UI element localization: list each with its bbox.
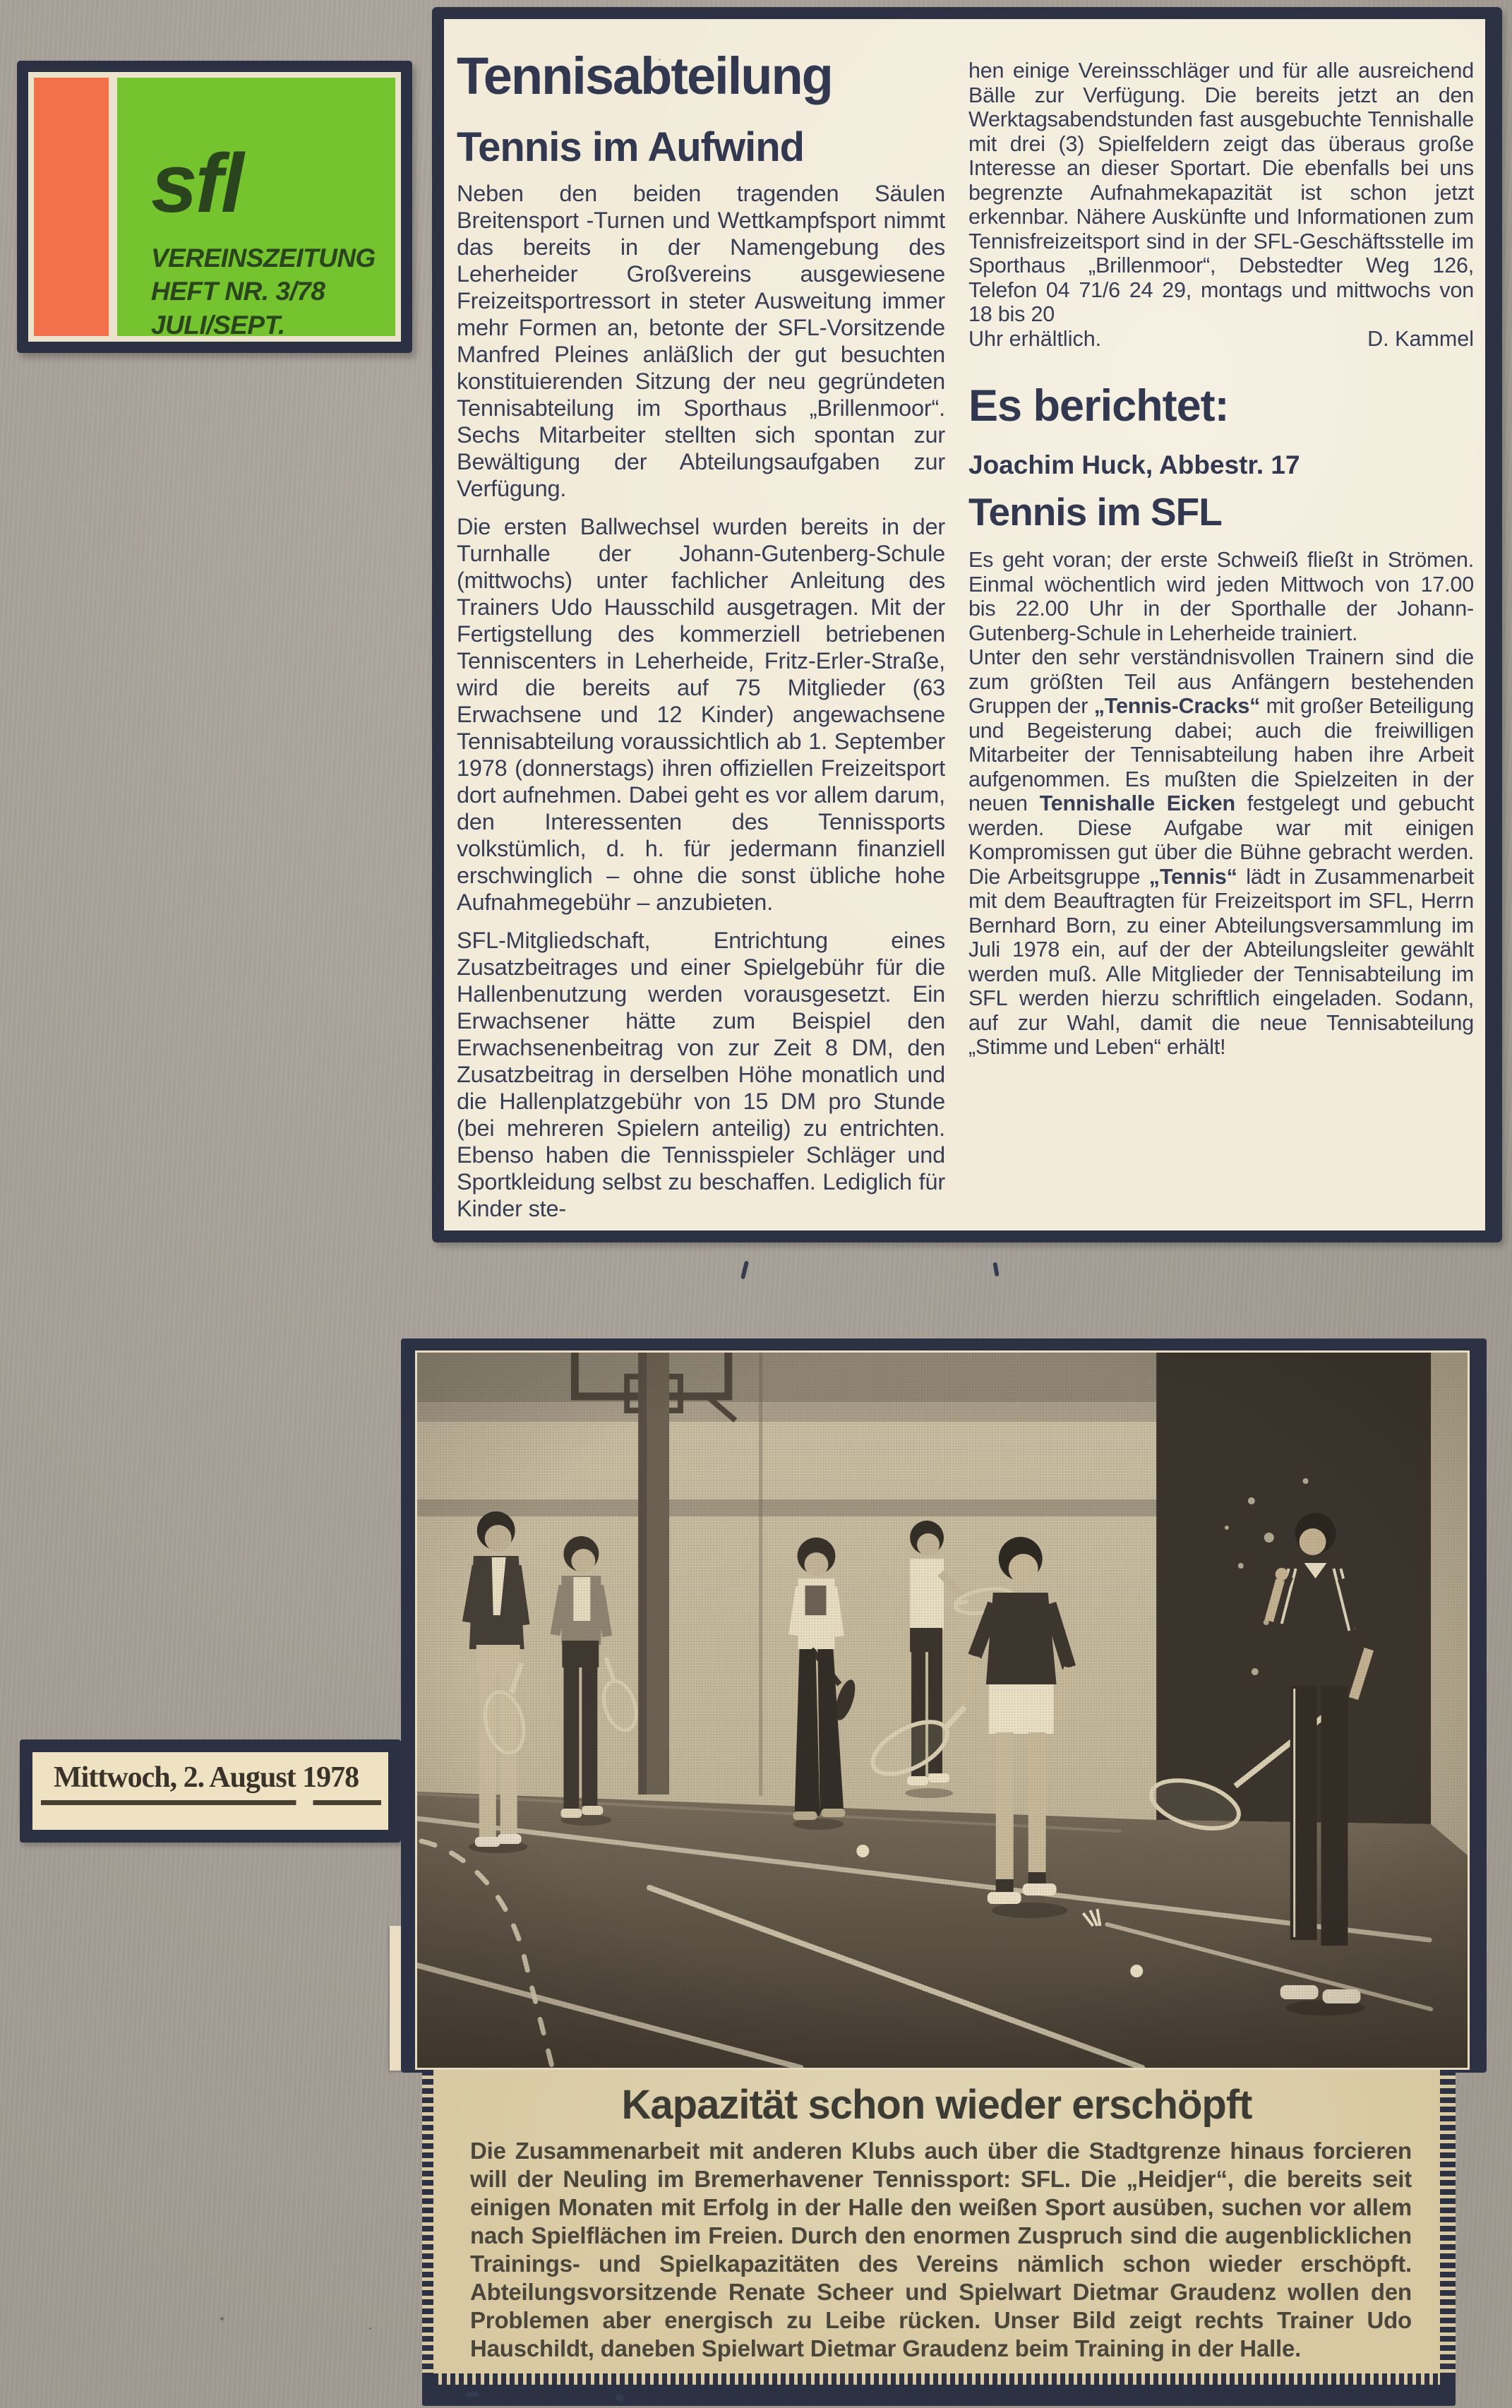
gym-photo [415, 1350, 1470, 2070]
masthead-line-1: VEREINSZEITUNG [151, 244, 376, 273]
paragraph: SFL-Mitgliedschaft, Entrichtung eines Zusatzbeitrages und einer Spielgebühr für die Hallenbenutzung werden vorausgesetzt. Ein Erwachsener hätte zum Beispiel den Erwachsenenbeitrag von zur Zeit 8 DM, den Zusatzbeitrag in derselben Höhe monatlich und die Hallenplatzgebühr von 15 DM pro Stunde (bei mehreren Spielern anteilig) zu entrichten. Ebenso haben die Tennisspieler Schläger und Sportkleidung selbst zu beschaffen. Lediglich für Kinder ste- [457, 928, 945, 1221]
article-column-right [968, 59, 1474, 1223]
report-heading: Es berichtet: [968, 381, 1229, 431]
text-run: Unter den sehr verständnisvollen Trainern sind die zum größten Teil aus Anfängern bestehenden Gruppen der [968, 645, 1474, 718]
gym-photo-illustration [417, 1353, 1468, 2068]
logo-green-panel [117, 78, 395, 340]
article-column-left [457, 180, 945, 1223]
sfl-logo: sfl [151, 137, 242, 230]
pen-mark [740, 1261, 749, 1280]
paragraph-end: Uhr erhältlich. [968, 326, 1102, 351]
date-text: Mittwoch, 2. August 1978 [54, 1761, 359, 1794]
paragraph: hen einige Vereinsschläger und für alle ausreichend Bälle zur Verfügung. Die bereits jetzt an den Werktagsabendstunden fast ausgebuchte Tennishalle mit drei (3) Spielfeldern zeigt das überaus große Interesse an dieser Sportart. Die ebenfalls bei uns begrenzte Aufnahmekapazität ist schon jetzt erkennbar. Nähere Auskünfte und Informationen zum Tennisfreizeitsport sind in der SFL-Geschäftsstelle im Sporthaus „Brillenmoor“, Debstedter Weg 126, Telefon 04 71/6 24 29, montags und mittwochs von 18 bis 20 [968, 59, 1474, 326]
bold-text-run: „Tennis-Cracks“ [1093, 694, 1261, 718]
bold-text-run: „Tennis“ [1148, 864, 1237, 889]
photo-clipping [401, 1338, 1487, 2073]
caption-body: Die Zusammenarbeit mit anderen Klubs auch über die Stadtgrenze hinaus forcieren will der Neuling im Bremerhavener Tennissport: SFL. Die „Heidjer“, die bereits seit einigen Monaten mit Erfolg in der Halle den weißen Sport ausüben, suchen vor allem nach Spielflächen im Freien. Durch den enormen Zuspruch sind die augenblicklichen Trainings- und Spielkapazitäten des Vereins nämlich schon wieder erschöpft. Abteilungsvorsitzende Renate Scheer und Spielwart Dietmar Graudenz wollen den Problemen aber energisch zu Leibe rücken. Unser Bild zeigt rechts Trainer Udo Hauschildt, daneben Spielwart Dietmar Graudenz beim Training in der Halle. [470, 2138, 1412, 2361]
caption-headline: Kapazität schon wieder erschöpft [621, 2082, 1252, 2128]
text-run: mit großer Beteiligung und Begeisterung dabei; auch die freiwilligen Mitarbeiter der Tennisabteilung haben ihre Arbeit aufgenommen. Es mußten die Spielzeiten in der neuen [968, 694, 1474, 815]
author-signature: D. Kammel [1367, 326, 1474, 351]
perforated-edge [1440, 2070, 1456, 2373]
masthead-line-3: JULI/SEPT. [151, 310, 285, 340]
paper-speck [220, 2317, 224, 2320]
logo-divider [109, 78, 117, 336]
paragraph: Die ersten Ballwechsel wurden bereits in der Turnhalle der Johann-Gutenberg-Schule (mittwochs) unter fachlicher Anleitung des Trainers Udo Hausschild ausgetragen. Mit der Fertigstellung des kommerziell betriebenen Tenniscenters in Leherheide, Fritz-Erler-Straße, wird die bereits auf 75 Mitglieder (63 Erwachsene und 12 Kinder) angewachsene Tennisabteilung voraussichtlich ab 1. September 1978 (donnerstags) ihren offiziellen Freizeitsport dort aufnehmen. Dabei geht es vor allem darum, den Interessenten des Tennissports volkstümlich, d. h. für jedermann finanziell erschwinglich – ohne die sonst übliche hohe Aufnahmegebühr – anzubieten. [457, 514, 945, 915]
report-subheading: Tennis im SFL [968, 490, 1222, 534]
club-magazine-logo-card [17, 61, 412, 353]
pen-mark [992, 1262, 999, 1277]
article-subtitle: Tennis im Aufwind [457, 124, 805, 170]
bold-text-run: Tennishalle Eicken [1039, 791, 1235, 815]
report-author: Joachim Huck, Abbestr. 17 [968, 450, 1300, 479]
caption-paper [433, 2070, 1440, 2373]
masthead-lines [151, 241, 395, 342]
masthead-line-2: HEFT NR. 3/78 [151, 277, 325, 306]
paragraph: Es geht voran; der erste Schweiß fließt in Strömen. Einmal wöchentlich wird jeden Mittwoch von 17.00 bis 22.00 Uhr in der Sporthalle der Johann-Gutenberg-Schule in Leherheide trainiert. [968, 548, 1474, 645]
paragraph: Neben den beiden tragenden Säulen Breitensport -Turnen und Wettkampfsport nimmt das bereits in der Namengebung des Leherheider Großvereins ausgewiesene Freizeitsportressort in steter Ausweitung immer mehr Formen an, betonte der SFL-Vorsitzende Manfred Pleines anläßlich der gut besuchten konstituierenden Sitzung der neu gegründeten Tennisabteilung im Sporthaus „Brillenmoor“. Sechs Mitarbeiter stellten sich spontan zur Bewältigung der Abteilungsaufgaben zur Verfügung. [457, 181, 945, 501]
date-rule [41, 1800, 381, 1805]
signature-line [968, 327, 1474, 352]
paragraph [968, 645, 1474, 1060]
article-clipping-inner [444, 19, 1485, 1230]
date-stamp [20, 1739, 401, 1843]
article-title: Tennisabteilung [457, 47, 832, 105]
caption-clipping [422, 2070, 1456, 2406]
text-run: lädt in Zusammenarbeit mit dem Beauftragten für Freizeitsport im SFL, Herrn Bernhard Born, zu einer Abteilungsversammlung im Juli 1978 ein, auf der der Abteilungsleiter gewählt werden muß. Alle Mitglieder der Tennisabteilung im SFL werden hierzu schriftlich eingeladen. Sodann, auf zur Wahl, damit die neue Tennisabteilung „Stimme und Leben“ erhält! [968, 864, 1474, 1059]
logo-orange-stripe [34, 78, 109, 336]
text-run: festgelegt und gebucht werden. Diese Aufgabe war mit einigen Kompromissen gut über die Bühne gebracht werden. Die Arbeitsgruppe [968, 791, 1474, 889]
article-clipping [432, 7, 1502, 1242]
